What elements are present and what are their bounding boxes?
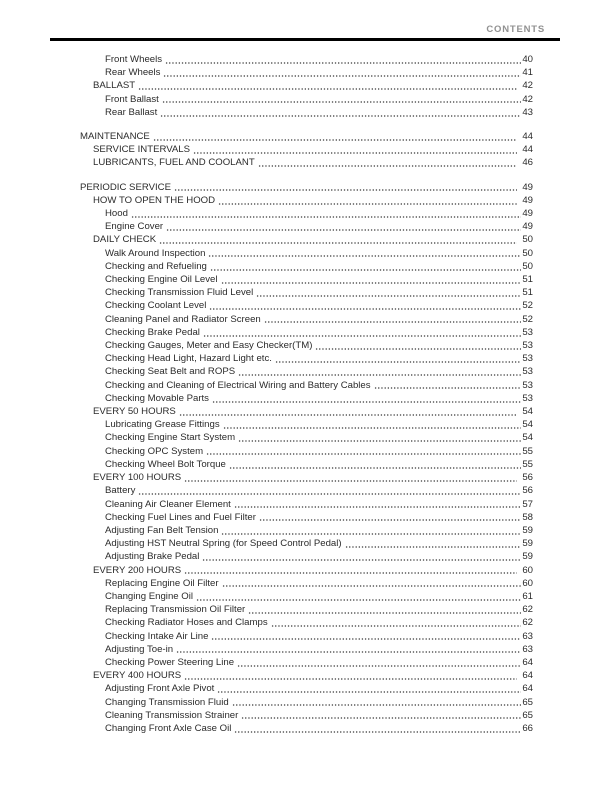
toc-entry-label: Rear Wheels	[105, 67, 161, 79]
toc-entry-page: 54	[522, 432, 533, 444]
toc-entry-page: 53	[522, 379, 533, 391]
toc-entry-label: EVERY 200 HOURS	[93, 564, 182, 576]
toc-entry-label: HOW TO OPEN THE HOOD	[93, 194, 216, 206]
toc-entry-label: Checking and Refueling	[105, 260, 207, 272]
toc-entry	[80, 339, 533, 352]
toc-entry-label: Checking Gauges, Meter and Easy Checker(TM)	[105, 340, 313, 352]
toc-entry-page: 60	[522, 564, 533, 576]
toc-entry-label: Changing Transmission Fluid	[105, 696, 229, 708]
dot-leader	[184, 480, 517, 482]
toc-entry-page: 44	[522, 144, 533, 156]
toc-entry-page: 49	[522, 208, 533, 220]
toc-entry-label: Checking Brake Pedal	[105, 326, 200, 338]
toc-entry	[80, 550, 533, 563]
toc-entry-page: 59	[522, 538, 533, 550]
toc-entry-label: Checking Fuel Lines and Fuel Filter	[105, 511, 256, 523]
toc-entry-page: 50	[522, 260, 533, 272]
toc-entry-label: Changing Engine Oil	[105, 590, 194, 602]
toc-entry	[80, 431, 533, 444]
toc-entry	[80, 511, 533, 524]
toc-entry-page: 64	[522, 670, 533, 682]
toc-entry	[80, 577, 533, 590]
toc-entry	[80, 247, 533, 260]
dot-leader	[184, 572, 517, 574]
toc-entry	[80, 590, 533, 603]
toc-entry-page: 53	[522, 353, 533, 365]
toc-entry-label: Checking OPC System	[105, 445, 204, 457]
toc-entry-page: 49	[522, 221, 533, 233]
dot-leader	[159, 242, 517, 244]
toc-entry-page: 63	[522, 630, 533, 642]
dot-leader	[165, 62, 521, 64]
dot-leader	[258, 165, 518, 167]
toc-entry-page: 50	[522, 234, 533, 246]
toc-entry	[80, 696, 533, 709]
toc-entry	[80, 643, 533, 656]
toc-entry-page: 53	[522, 326, 533, 338]
toc-entry	[80, 379, 533, 392]
dot-leader	[166, 229, 521, 231]
toc-entry-page: 46	[522, 157, 533, 169]
toc-entry-label: DAILY CHECK	[93, 234, 157, 246]
toc-entry-page: 54	[522, 406, 533, 418]
dot-leader	[138, 88, 517, 90]
dot-leader	[217, 691, 521, 693]
toc-entry-page: 54	[522, 419, 533, 431]
toc-entry-page: 42	[522, 80, 533, 92]
toc-entry-label: Checking Coolant Level	[105, 300, 207, 312]
toc-entry-page: 56	[522, 485, 533, 497]
dot-leader	[131, 216, 521, 218]
dot-leader	[202, 559, 521, 561]
toc-entry-label: PERIODIC SERVICE	[80, 181, 171, 193]
toc-entry	[80, 524, 533, 537]
toc-entry	[80, 498, 533, 511]
header-rule	[50, 38, 560, 41]
toc-entry	[80, 405, 533, 418]
toc-entry-page: 64	[522, 683, 533, 695]
toc-entry-label: Checking Radiator Hoses and Clamps	[105, 617, 268, 629]
toc-entry-label: Adjusting HST Neutral Spring (for Speed Control Pedal)	[105, 538, 342, 550]
dot-leader	[345, 546, 522, 548]
toc-entry	[80, 79, 533, 92]
toc-entry-page: 42	[522, 93, 533, 105]
toc-entry	[80, 194, 533, 207]
toc-entry	[80, 220, 533, 233]
toc-entry-label: Checking Movable Parts	[105, 392, 209, 404]
toc-entry	[80, 207, 533, 220]
table-of-contents	[80, 53, 533, 735]
dot-leader	[206, 453, 521, 455]
toc-entry	[80, 181, 533, 194]
toc-entry-label: Lubricating Grease Fittings	[105, 419, 220, 431]
dot-leader	[176, 651, 521, 653]
toc-entry	[80, 299, 533, 312]
dot-leader	[234, 731, 521, 733]
toc-entry-page: 53	[522, 340, 533, 352]
toc-entry-label: Adjusting Brake Pedal	[105, 551, 200, 563]
dot-leader	[162, 101, 521, 103]
toc-entry	[80, 233, 533, 246]
dot-leader	[271, 625, 522, 627]
toc-entry	[80, 66, 533, 79]
toc-entry-page: 59	[522, 551, 533, 563]
toc-entry-page: 57	[522, 498, 533, 510]
toc-entry-label: Checking Engine Oil Level	[105, 274, 218, 286]
toc-entry	[80, 603, 533, 616]
toc-entry-label: MAINTENANCE	[80, 131, 150, 143]
toc-entry-label: Cleaning Panel and Radiator Screen	[105, 313, 261, 325]
toc-entry-page: 65	[522, 696, 533, 708]
toc-entry-label: Checking Head Light, Hazard Light etc.	[105, 353, 272, 365]
dot-leader	[259, 519, 521, 521]
dot-leader	[179, 414, 518, 416]
dot-leader	[256, 295, 521, 297]
toc-entry-page: 49	[522, 181, 533, 193]
dot-leader	[210, 269, 521, 271]
toc-entry-label: Checking Wheel Bolt Torque	[105, 458, 226, 470]
toc-entry	[80, 630, 533, 643]
toc-entry-page: 62	[522, 604, 533, 616]
toc-entry-label: EVERY 100 HOURS	[93, 472, 182, 484]
toc-entry	[80, 130, 533, 143]
toc-entry-page: 53	[522, 392, 533, 404]
toc-entry-page: 43	[522, 106, 533, 118]
toc-entry	[80, 392, 533, 405]
toc-entry	[80, 93, 533, 106]
toc-entry-page: 41	[522, 67, 533, 79]
toc-entry-page: 52	[522, 313, 533, 325]
toc-entry	[80, 484, 533, 497]
toc-entry-page: 53	[522, 366, 533, 378]
toc-entry-label: Battery	[105, 485, 136, 497]
toc-entry-page: 50	[522, 247, 533, 259]
dot-leader	[374, 387, 522, 389]
toc-entry-label: Checking Intake Air Line	[105, 630, 209, 642]
toc-entry	[80, 418, 533, 431]
toc-entry	[80, 313, 533, 326]
dot-leader	[241, 717, 521, 719]
dot-leader	[211, 638, 521, 640]
toc-entry-page: 51	[522, 287, 533, 299]
toc-entry-page: 44	[522, 131, 533, 143]
dot-leader	[153, 139, 518, 141]
toc-entry-label: Changing Front Axle Case Oil	[105, 722, 232, 734]
dot-leader	[264, 321, 522, 323]
dot-leader	[229, 467, 521, 469]
toc-entry	[80, 656, 533, 669]
toc-entry-label: Rear Ballast	[105, 106, 158, 118]
toc-entry-page: 55	[522, 445, 533, 457]
toc-entry-page: 49	[522, 194, 533, 206]
toc-entry	[80, 273, 533, 286]
toc-entry-label: Engine Cover	[105, 221, 164, 233]
toc-entry	[80, 445, 533, 458]
toc-entry	[80, 616, 533, 629]
toc-entry-label: EVERY 50 HOURS	[93, 406, 176, 418]
toc-entry-page: 56	[522, 472, 533, 484]
toc-entry	[80, 458, 533, 471]
toc-entry-page: 58	[522, 511, 533, 523]
dot-leader	[163, 75, 521, 77]
toc-entry	[80, 722, 533, 735]
toc-entry-label: Cleaning Air Cleaner Element	[105, 498, 231, 510]
toc-entry	[80, 156, 533, 169]
dot-leader	[237, 665, 521, 667]
toc-entry-page: 61	[522, 590, 533, 602]
dot-leader	[196, 599, 521, 601]
dot-leader	[209, 308, 521, 310]
dot-leader	[221, 282, 522, 284]
toc-entry-label: SERVICE INTERVALS	[93, 144, 191, 156]
toc-entry-label: Front Wheels	[105, 54, 163, 65]
toc-entry	[80, 143, 533, 156]
dot-leader	[212, 401, 521, 403]
toc-entry-page: 62	[522, 617, 533, 629]
toc-entry-label: EVERY 400 HOURS	[93, 670, 182, 682]
toc-entry-label: Cleaning Transmission Strainer	[105, 709, 239, 721]
toc-entry-label: Adjusting Fan Belt Tension	[105, 524, 219, 536]
dot-leader	[248, 612, 521, 614]
dot-leader	[234, 506, 521, 508]
toc-entry-page: 65	[522, 709, 533, 721]
toc-entry-label: Checking and Cleaning of Electrical Wiring and Battery Cables	[105, 379, 371, 391]
toc-entry	[80, 471, 533, 484]
dot-leader	[315, 348, 521, 350]
toc-entry-page: 55	[522, 458, 533, 470]
toc-entry	[80, 260, 533, 273]
toc-entry-label: BALLAST	[93, 80, 136, 92]
dot-leader	[208, 255, 521, 257]
dot-leader	[238, 374, 521, 376]
toc-entry-label: Front Ballast	[105, 93, 159, 105]
toc-entry-label: Checking Engine Start System	[105, 432, 236, 444]
toc-entry	[80, 106, 533, 119]
toc-entry-label: Checking Transmission Fluid Level	[105, 287, 254, 299]
toc-entry	[80, 682, 533, 695]
toc-entry-label: Adjusting Front Axle Pivot	[105, 683, 215, 695]
toc-entry-page: 64	[522, 656, 533, 668]
toc-entry	[80, 326, 533, 339]
toc-entry	[80, 365, 533, 378]
toc-entry-page: 52	[522, 300, 533, 312]
dot-leader	[193, 152, 517, 154]
toc-entry	[80, 564, 533, 577]
dot-leader	[138, 493, 521, 495]
dot-leader	[160, 115, 521, 117]
dot-leader	[221, 533, 521, 535]
dot-leader	[238, 440, 521, 442]
dot-leader	[184, 678, 517, 680]
toc-entry-label: Walk Around Inspection	[105, 247, 206, 259]
toc-entry-page: 63	[522, 643, 533, 655]
toc-entry-page: 40	[522, 54, 533, 65]
toc-entry	[80, 352, 533, 365]
dot-leader	[275, 361, 521, 363]
dot-leader	[203, 335, 521, 337]
toc-entry-page: 60	[522, 577, 533, 589]
dot-leader	[174, 189, 517, 191]
running-header: CONTENTS	[486, 24, 545, 35]
toc-entry-page: 51	[522, 274, 533, 286]
toc-entry-label: Hood	[105, 208, 128, 220]
toc-entry	[80, 286, 533, 299]
toc-entry-label: Checking Seat Belt and ROPS	[105, 366, 236, 378]
dot-leader	[232, 704, 522, 706]
toc-entry-label: Replacing Transmission Oil Filter	[105, 604, 246, 616]
toc-entry-page: 59	[522, 524, 533, 536]
toc-entry-label: LUBRICANTS, FUEL AND COOLANT	[93, 157, 255, 169]
toc-entry	[80, 53, 533, 66]
toc-entry	[80, 709, 533, 722]
toc-entry	[80, 669, 533, 682]
toc-entry-label: Adjusting Toe-in	[105, 643, 174, 655]
dot-leader	[218, 203, 517, 205]
toc-entry-label: Checking Power Steering Line	[105, 656, 235, 668]
dot-leader	[223, 427, 522, 429]
dot-leader	[222, 585, 522, 587]
toc-entry-page: 66	[522, 722, 533, 734]
toc-entry-label: Replacing Engine Oil Filter	[105, 577, 219, 589]
toc-entry	[80, 537, 533, 550]
